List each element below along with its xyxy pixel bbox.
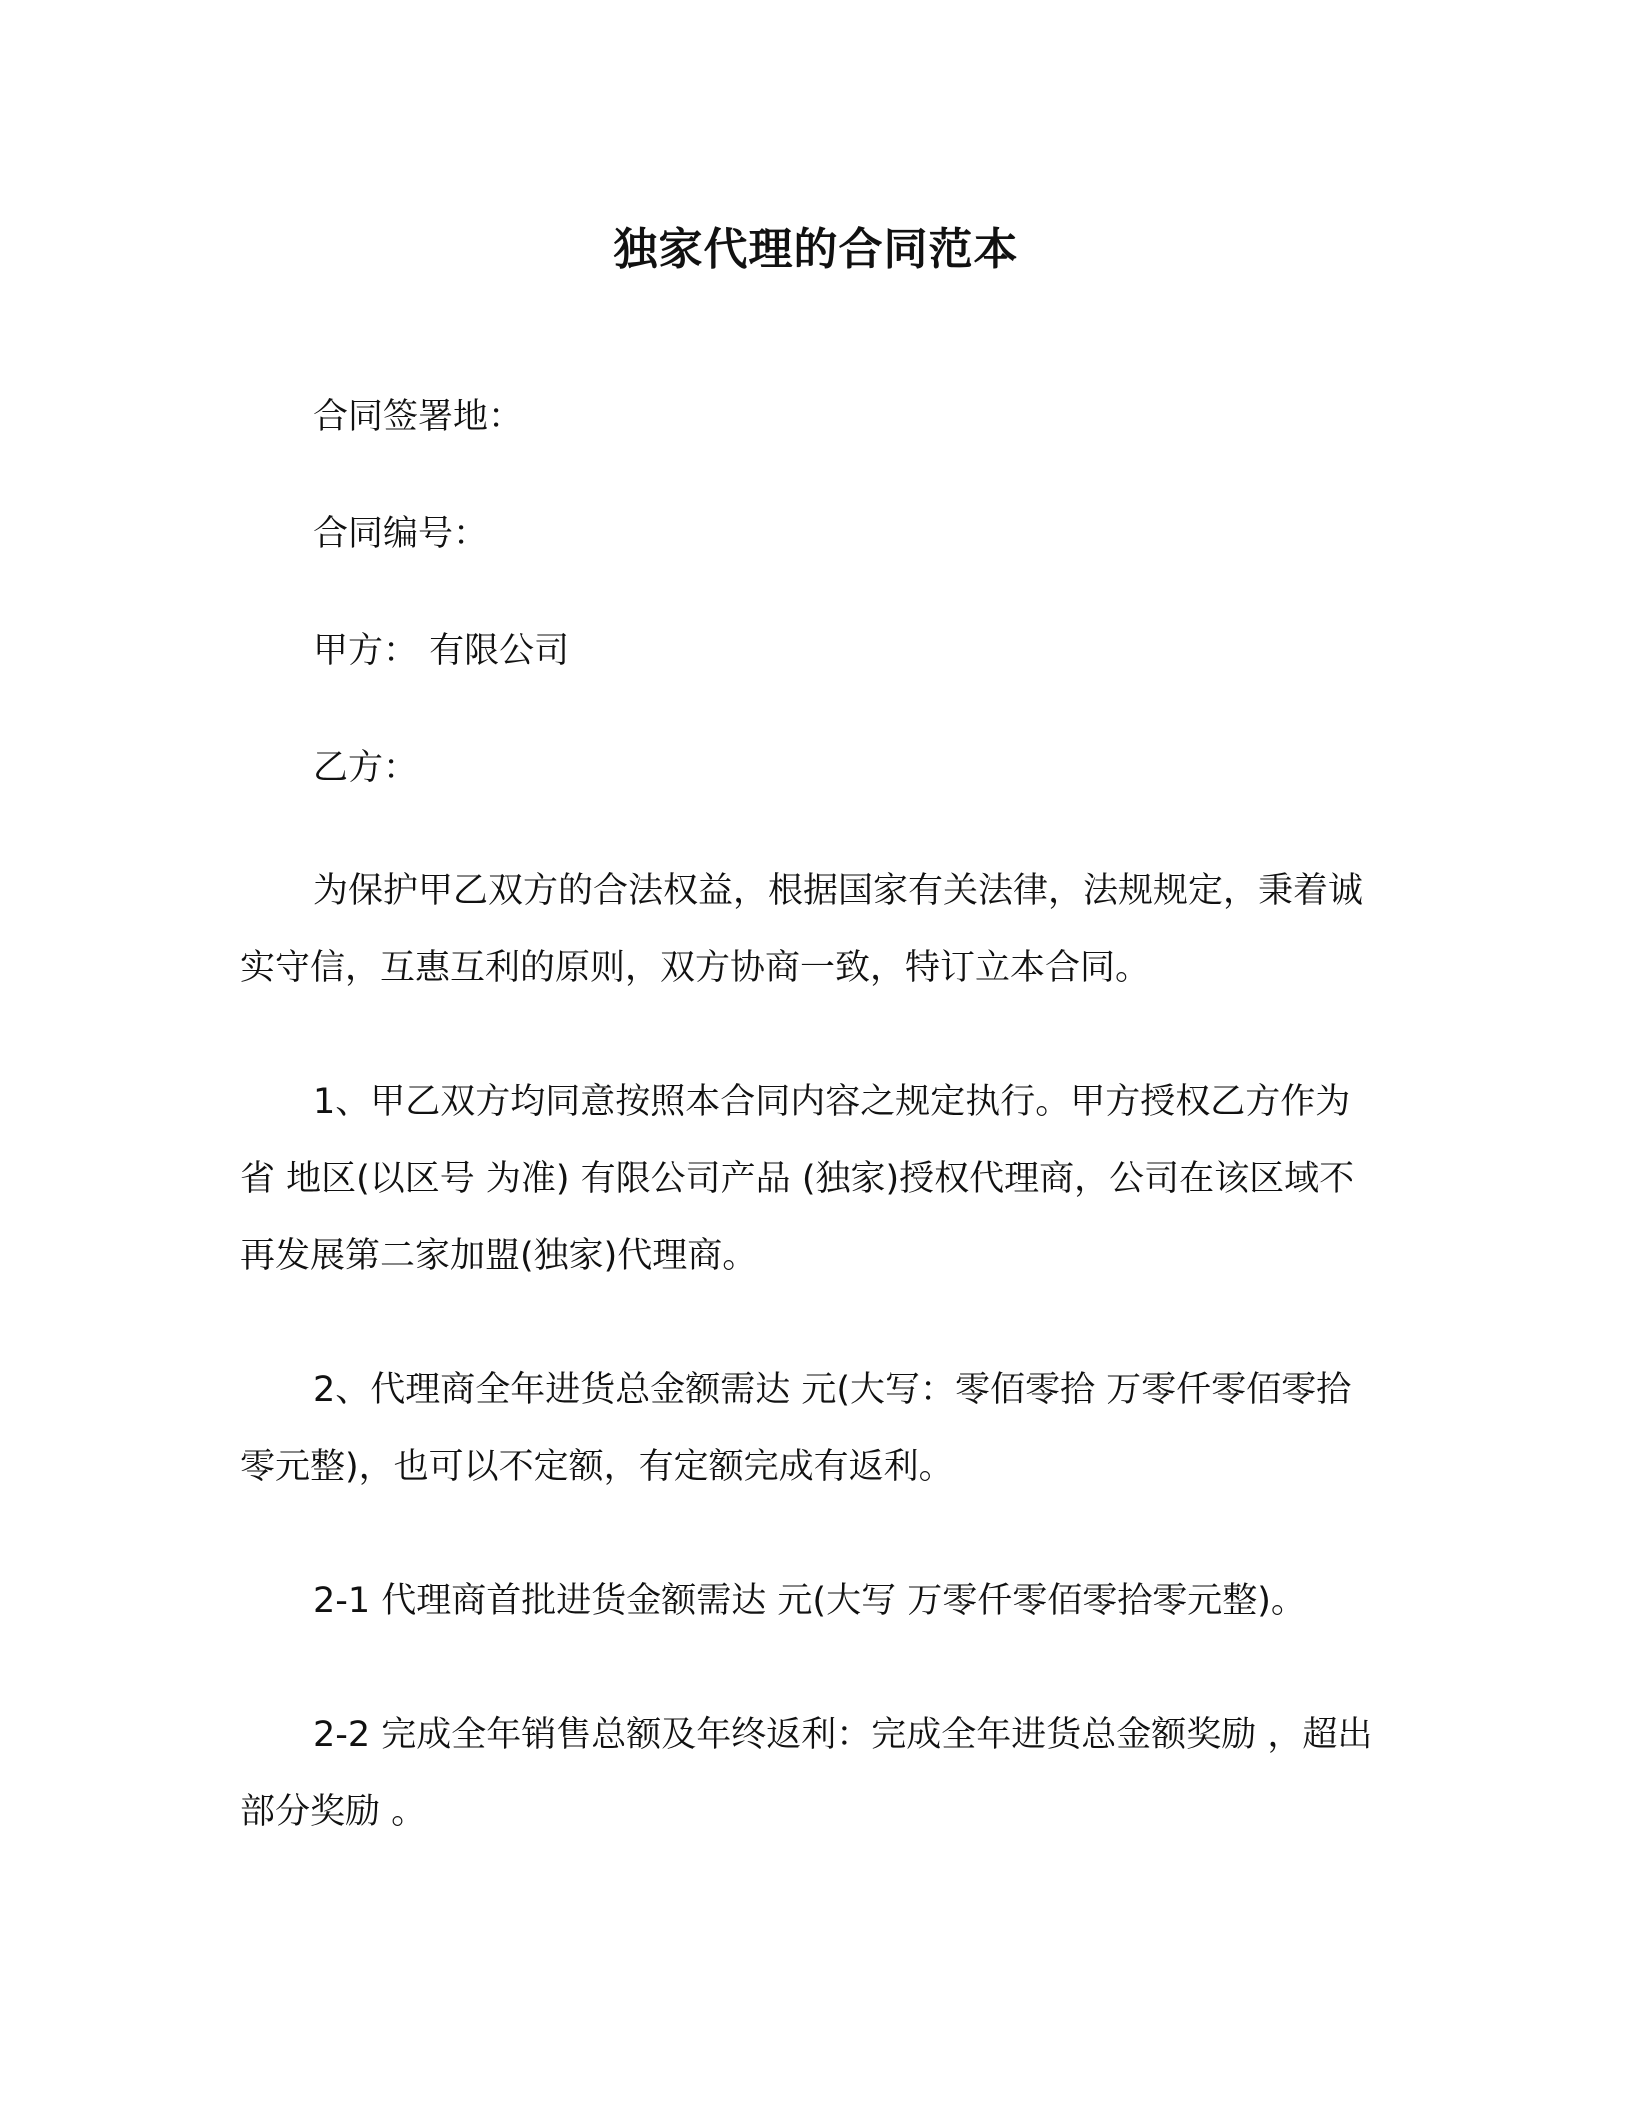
- clause-2-1-paragraph: 2-1 代理商首批进货金额需达 元(大写 万零仟零佰零拾零元整)。: [313, 1581, 1306, 1621]
- party-a-field: 甲方： 有限公司: [313, 631, 570, 671]
- signing-place-field: 合同签署地：: [313, 397, 524, 437]
- preamble-paragraph: 为保护甲乙双方的合法权益，根据国家有关法律，法规规定，秉着诚实守信，互惠互利的原则，双方协商一致，特订立本合同。: [240, 871, 1364, 988]
- clause-2-2-paragraph: 2-2 完成全年销售总额及年终返利：完成全年进货总金额奖励 ，超出部分奖励 。: [240, 1715, 1373, 1832]
- party-b-field: 乙方：: [313, 748, 419, 788]
- document-body: [240, 392, 1385, 1908]
- clause-2-paragraph: 2、代理商全年进货总金额需达 元(大写：零佰零拾 万零仟零佰零拾零元整)，也可以不定额，有定额完成有返利。: [240, 1370, 1352, 1487]
- contract-number-field: 合同编号：: [313, 514, 489, 554]
- document-title: 独家代理的合同范本: [613, 224, 1019, 275]
- clause-1-paragraph: 1、甲乙双方均同意按照本合同内容之规定执行。甲方授权乙方作为 省 地区(以区号 为准) 有限公司产品 (独家)授权代理商，公司在该区域不再发展第二家加盟(独家)代理商。: [240, 1082, 1355, 1276]
